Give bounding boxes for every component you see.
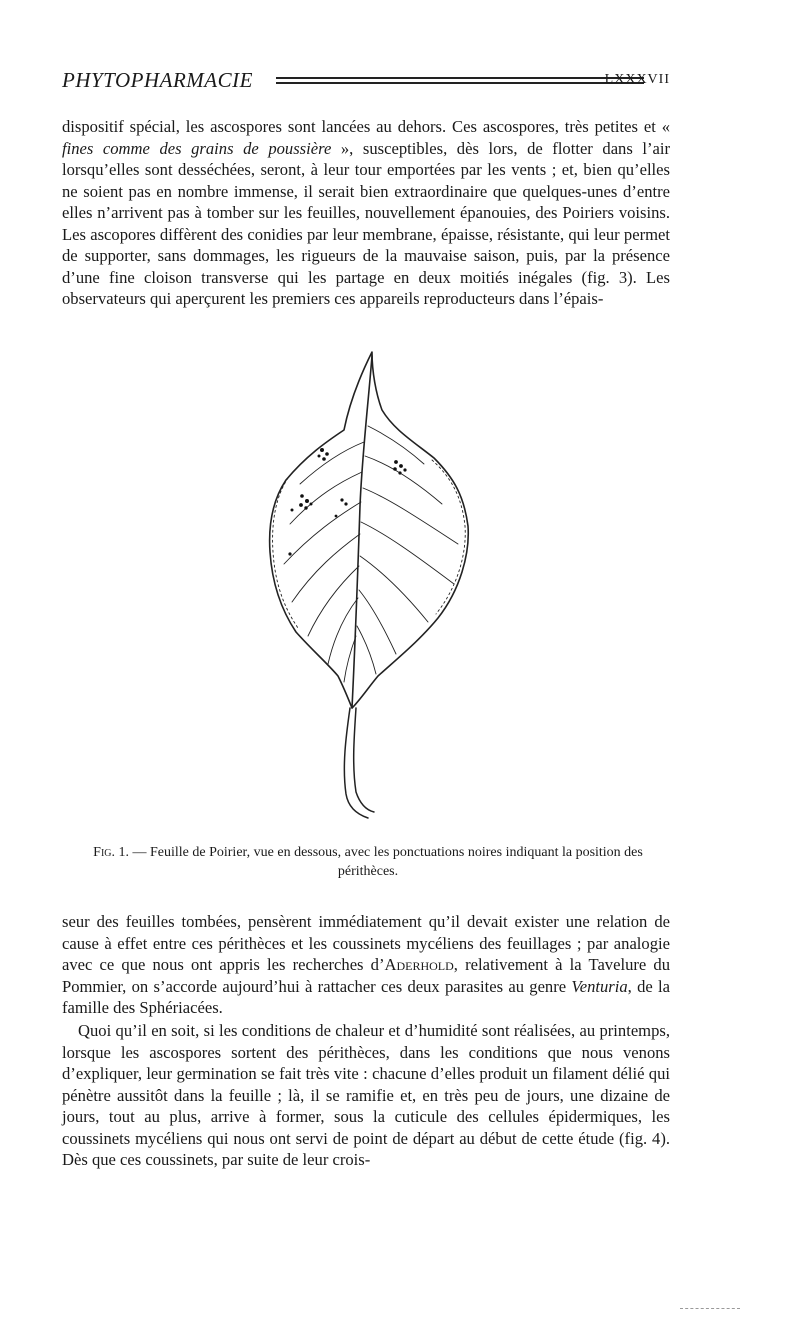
pear-leaf-illustration [264,346,478,824]
paragraph-2-text-end: , de la famille des Sphériacées. [62,976,670,1017]
genus-name: Venturia [571,976,628,996]
paragraph-2-text: seur des feuilles tombées, pensèrent immédiatement qu’il devait exister une relation de cause à effet entre ces périthèces et les coussinets mycéliens des feuillages ; par analogie avec ce que nous ont appris les recherches d’ [62,912,670,974]
figure-caption-text: — Feuille de Poirier, vue en dessous, avec les ponctuations noires indiquant la position des périthèces. [129,845,643,879]
paragraph-1-text-continued: », susceptibles, dès lors, de flotter dans l’air lorsqu’elles sont desséchées, seront, à leur tour emportées par les vents ; et, bien qu’elles ne soient pas en nombre immense, il serait bien extraordinaire que quelques-unes d’entre elles n’arrivent pas à tomber sur les feuilles, nouvellement épanouies, des Poiriers voisins. Les ascopores diffèrent des conidies par leur membrane, épaisse, résistante, qui leur permet de supporter, sans dommages, les rigueurs de la mauvaise saison, puis, par la présence d’une fine cloison transverse qui les partage en deux moitiés inégales (fig. 3). Les observateurs qui aperçurent les premiers ces appareils reproducteurs dans l’épais- [62,138,671,308]
page-number: LXXXVII [604,72,670,87]
quoted-phrase: fines comme des grains de poussière [62,138,332,158]
paragraph-1-text: dispositif spécial, les ascospores sont lancées au dehors. Ces ascospores, très petites et « [62,117,670,136]
leaf-midrib [352,356,372,708]
leaf-veins-right [357,426,458,674]
paragraph-1 [62,116,670,310]
figure-caption-label: Fig. 1. [93,845,129,860]
paragraph-2-text-continued: , relativement à la Tavelure du Pommier, on s’accorde aujourd’hui à rattacher ces deux parasites au genre [62,955,670,996]
leaf-veins-left [284,442,364,682]
header-double-rule [276,77,644,84]
author-name: Aderhold [384,955,454,974]
figure-caption [88,843,648,881]
running-title: PHYTOPHARMACIE [62,68,253,92]
leaf-outline [270,352,469,708]
running-header [62,66,670,96]
paragraph-3: Quoi qu’il en soit, si les conditions de chaleur et d’humidité sont réalisées, au printemps, lorsque les ascospores sortent des périthèces, dans les conditions que nous venons d’expliquer, leur germination se fait très vite : chacune d’elles produit un filament délié qui pénètre aussitôt dans la feuille ; là, il se ramifie et, en très peu de jours, une dizaine de jours, tout au plus, arrive à former, sous la cuticule des cellules épidermiques, les coussinets mycéliens qui nous ont servi de point de départ au début de cette étude (fig. 4). Dès que ces coussinets, par suite de leur crois- [62,1021,670,1169]
paragraph-2 [62,911,670,1019]
leaf-serration [273,460,466,628]
perithecia-dots [288,448,406,556]
pear-leaf-figure [264,346,478,824]
footer-mark [680,1308,740,1309]
leaf-petiole [344,708,374,818]
